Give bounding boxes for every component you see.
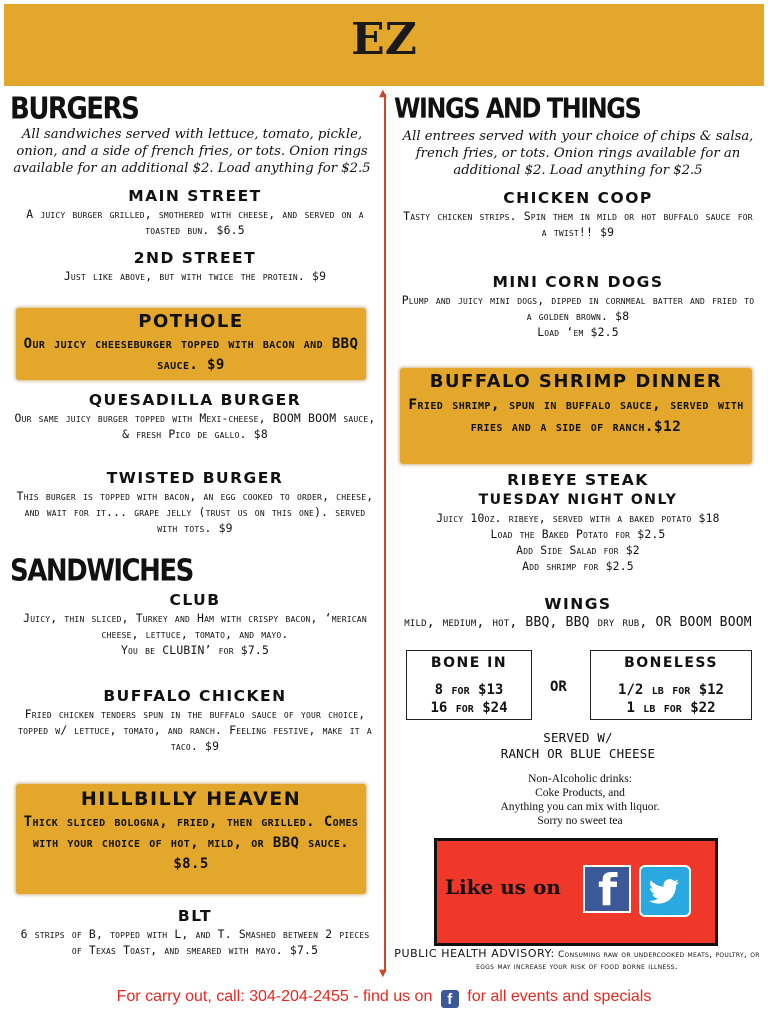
footer-left-text: For carry out, call: 304-204-2455 - find us on [116, 988, 433, 1005]
bone-in-box [406, 650, 532, 720]
box-line: 16 for $24 [430, 700, 508, 716]
divider-arrow-icon: ▼ [379, 968, 387, 979]
item-load: Load ‘em $2.5 [537, 325, 619, 339]
drinks-note [440, 772, 720, 828]
box-line: 1/2 lb for $12 [618, 682, 724, 698]
item-name: RIBEYE STEAK [507, 471, 649, 489]
wings-things-intro: All entrees served with your choice of chips & salsa, french fries, or tots. Onion rings available for an additional $2. Load anything for $2.5 [402, 129, 754, 178]
drinks-line: Non-Alcoholic drinks: [528, 773, 632, 785]
advisory-title: PUBLIC HEALTH ADVISORY: [394, 947, 555, 960]
burgers-intro: All sandwiches served with lettuce, tomato, pickle, onion, and a side of french fries, or tots. Onion rings available for an additional $2. Load anything for $2.5 [13, 127, 371, 176]
item-name: MINI CORN DOGS [492, 273, 664, 291]
item-name: 2ND STREET [133, 249, 257, 267]
menu-item-twisted-burger [14, 468, 376, 536]
item-name: CLUB [169, 591, 221, 609]
item-desc: Fried shrimp, spun in buffalo sauce, served with fries and a side of ranch.$12 [408, 397, 744, 435]
menu-item-2nd-street [14, 248, 376, 284]
wings-or: OR [550, 679, 567, 695]
banner-pothole [16, 308, 366, 380]
item-desc: Thick sliced bologna, fried, then grilled. Comes with your choice of hot, mild, or BBQ sauce. $8.5 [23, 814, 359, 872]
logo: EZ [351, 14, 417, 65]
item-desc: This burger is topped with bacon, an egg cooked to order, cheese, and wait for it... grape jelly (trust us on this one). served with tots. $9 [16, 489, 374, 535]
item-name: CHICKEN COOP [503, 189, 653, 207]
item-desc: Plump and juicy mini dogs, dipped in cornmeal batter and fried to a golden brown. $8 [401, 293, 755, 323]
menu-item-blt [14, 906, 376, 958]
item-name: HILLBILLY HEAVEN [80, 788, 302, 810]
sandwiches-title: SANDWICHES [10, 554, 193, 589]
footer [0, 988, 768, 1008]
drinks-line: Anything you can mix with liquor. [500, 801, 660, 813]
wings-served-with [398, 730, 758, 762]
drinks-line: Sorry no sweet tea [537, 815, 623, 827]
facebook-icon[interactable]: f [441, 990, 459, 1008]
item-name: MAIN STREET [128, 187, 262, 205]
like-us-label: Like us on [445, 875, 561, 899]
item-name: BUFFALO SHRIMP DINNER [429, 371, 723, 392]
header-banner [4, 4, 764, 86]
item-name: WINGS [544, 595, 612, 613]
column-divider [384, 94, 386, 972]
served-line: RANCH OR BLUE CHEESE [500, 746, 656, 761]
item-desc: Our juicy cheeseburger topped with bacon and BBQ sauce. $9 [23, 336, 359, 373]
boneless-box [590, 650, 752, 720]
item-desc: Just like above, but with twice the protein. $9 [63, 269, 327, 283]
box-line: 8 for $13 [434, 682, 504, 698]
item-price: You be CLUBIN’ for $7.5 [120, 643, 270, 657]
item-desc: Juicy 10oz. ribeye, served with a baked potato $18 [436, 511, 720, 525]
wings-things-title: WINGS AND THINGS [394, 92, 641, 125]
box-line: 1 lb for $22 [626, 700, 716, 716]
item-name: POTHOLE [138, 311, 244, 332]
box-head: BONELESS [624, 655, 718, 671]
item-desc: Fried chicken tenders spun in the buffalo sauce of your choice, topped w/ lettuce, tomato, and ranch. Feeling festive, make it a taco. $9 [18, 707, 372, 753]
item-desc: A juicy burger grilled, smothered with cheese, and served on a toasted bun. $6.5 [26, 207, 364, 237]
burgers-title: BURGERS [10, 92, 139, 127]
facebook-icon[interactable]: f [583, 865, 631, 913]
menu-item-chicken-coop [398, 188, 758, 240]
item-extra: Load the Baked Potato for $2.5 [490, 527, 666, 541]
item-desc: Tasty chicken strips. Spin them in mild or hot buffalo sauce for a twist!! $9 [403, 209, 753, 239]
footer-right-text: for all events and specials [467, 988, 652, 1005]
item-name: BUFFALO CHICKEN [103, 687, 287, 705]
served-line: SERVED W/ [543, 730, 613, 745]
banner-hillbilly-heaven [16, 784, 366, 894]
menu-item-ribeye-steak [398, 470, 758, 574]
advisory-text: Consuming raw or undercooked meats, poultry, or eggs may increase your risk of food borne illness. [476, 950, 760, 972]
twitter-icon[interactable] [639, 865, 691, 917]
item-name: TWISTED BURGER [106, 469, 284, 487]
item-desc: 6 strips of B, topped with L, and T. Smashed between 2 pieces of Texas Toast, and smeared with mayo. $7.5 [20, 927, 370, 957]
box-head: BONE IN [430, 655, 508, 671]
menu-item-buffalo-chicken [14, 686, 376, 754]
social-box [434, 838, 718, 946]
menu-item-main-street [14, 186, 376, 238]
menu-item-mini-corn-dogs [398, 272, 758, 340]
item-subtitle: TUESDAY NIGHT ONLY [478, 492, 678, 508]
menu-item-wings [398, 594, 758, 632]
public-health-advisory [392, 948, 762, 973]
item-name: QUESADILLA BURGER [88, 391, 302, 409]
menu-item-club [14, 590, 376, 658]
item-extra: Add shrimp for $2.5 [522, 559, 634, 573]
divider-arrow-icon: ▲ [379, 88, 387, 99]
menu-item-quesadilla-burger [14, 390, 376, 442]
item-desc: Juicy, thin sliced, Turkey and Ham with crispy bacon, ‘merican cheese, lettuce, tomato, and mayo. [23, 611, 367, 641]
drinks-line: Coke Products, and [535, 787, 625, 799]
item-desc: Our same juicy burger topped with Mexi-cheese, BOOM BOOM sauce, & fresh Pico de gallo. $8 [14, 411, 376, 441]
item-extra: Add Side Salad for $2 [516, 543, 640, 557]
twitter-bird-icon [641, 867, 689, 915]
wing-flavors: mild, medium, hot, BBQ, BBQ dry rub, OR BOOM BOOM [404, 615, 752, 630]
banner-buffalo-shrimp-dinner [400, 368, 752, 464]
item-name: BLT [177, 907, 213, 925]
